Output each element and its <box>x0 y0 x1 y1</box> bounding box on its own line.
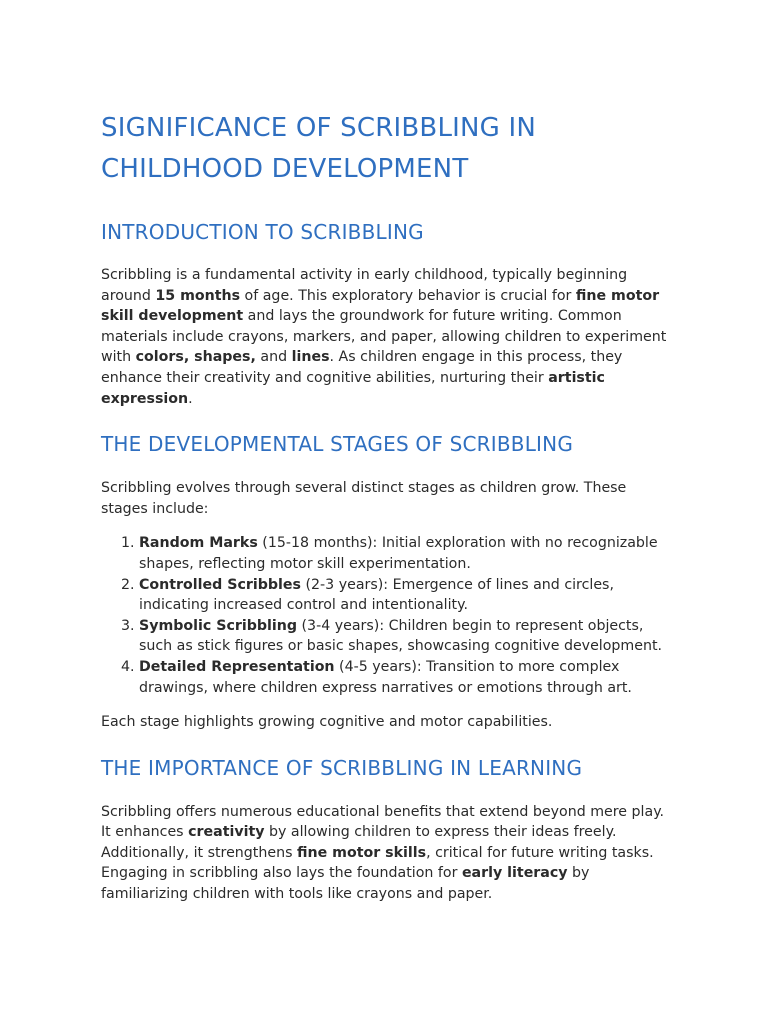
emphasis-artistic-expression: artistic expression <box>101 369 605 407</box>
text-run: . As children engage in this process, they enhance their creativity and cognitive abilities, nurturing their <box>101 349 623 386</box>
list-item <box>139 657 667 698</box>
section-heading-importance: THE IMPORTANCE OF SCRIBBLING IN LEARNING <box>101 755 583 780</box>
stage-description: (2-3 years): Emergence of lines and circles, indicating increased control and intentionality. <box>139 576 614 614</box>
emphasis-fine-motor-skills: fine motor skills <box>296 844 427 861</box>
section-heading-stages: THE DEVELOPMENTAL STAGES OF SCRIBBLING <box>101 432 574 457</box>
stages-summary-paragraph: Each stage highlights growing cognitive and motor capabilities. <box>101 714 553 731</box>
list-item <box>139 616 667 657</box>
emphasis-15-months: 15 months <box>155 287 241 304</box>
stage-description: (4-5 years): Transition to more complex drawings, where children express narratives or emotions through art. <box>139 658 632 696</box>
text-run: of age. This exploratory behavior is crucial for <box>240 287 576 304</box>
document-title: SIGNIFICANCE OF SCRIBBLING IN CHILDHOOD DEVELOPMENT <box>101 113 536 184</box>
emphasis-early-literacy: early literacy <box>461 865 568 882</box>
list-item <box>139 575 667 616</box>
text-run: by allowing children to express their ideas freely. Additionally, it strengthens <box>101 824 617 861</box>
stage-term: Random Marks <box>139 535 258 552</box>
text-run: . <box>188 390 193 407</box>
stage-description: (3-4 years): Children begin to represent objects, such as stick figures or basic shapes, showcasing cognitive development. <box>139 617 663 655</box>
stage-term: Symbolic Scribbling <box>139 617 298 634</box>
list-item <box>139 533 667 574</box>
importance-paragraph <box>101 802 667 905</box>
text-run: and <box>255 349 292 366</box>
stages-intro-paragraph: Scribbling evolves through several distinct stages as children grow. These stages include: <box>101 480 627 517</box>
stage-term: Detailed Representation <box>139 658 335 675</box>
emphasis-fine-motor-skill-development: fine motor skill development <box>101 287 660 325</box>
emphasis-lines: lines <box>291 349 330 366</box>
section-heading-introduction: INTRODUCTION TO SCRIBBLING <box>101 220 424 244</box>
introduction-paragraph <box>101 265 667 409</box>
text-run: , critical for future writing tasks. Engaging in scribbling also lays the foundation for <box>101 844 654 882</box>
stage-description: (15-18 months): Initial exploration with no recognizable shapes, reflecting motor skill experimentation. <box>139 535 658 572</box>
document-page <box>101 108 667 905</box>
stages-list <box>101 533 667 698</box>
text-run: by familiarizing children with tools like crayons and paper. <box>101 865 590 903</box>
text-run: Scribbling offers numerous educational benefits that extend beyond mere play. It enhances <box>101 803 665 841</box>
text-run: and lays the groundwork for future writing. Common materials include crayons, markers, and paper, allowing children to experiment with <box>101 308 667 366</box>
emphasis-colors-shapes: colors, shapes, <box>135 349 256 366</box>
text-run: Scribbling is a fundamental activity in early childhood, typically beginning around <box>101 267 628 304</box>
emphasis-creativity: creativity <box>188 824 265 841</box>
stage-term: Controlled Scribbles <box>139 576 301 593</box>
